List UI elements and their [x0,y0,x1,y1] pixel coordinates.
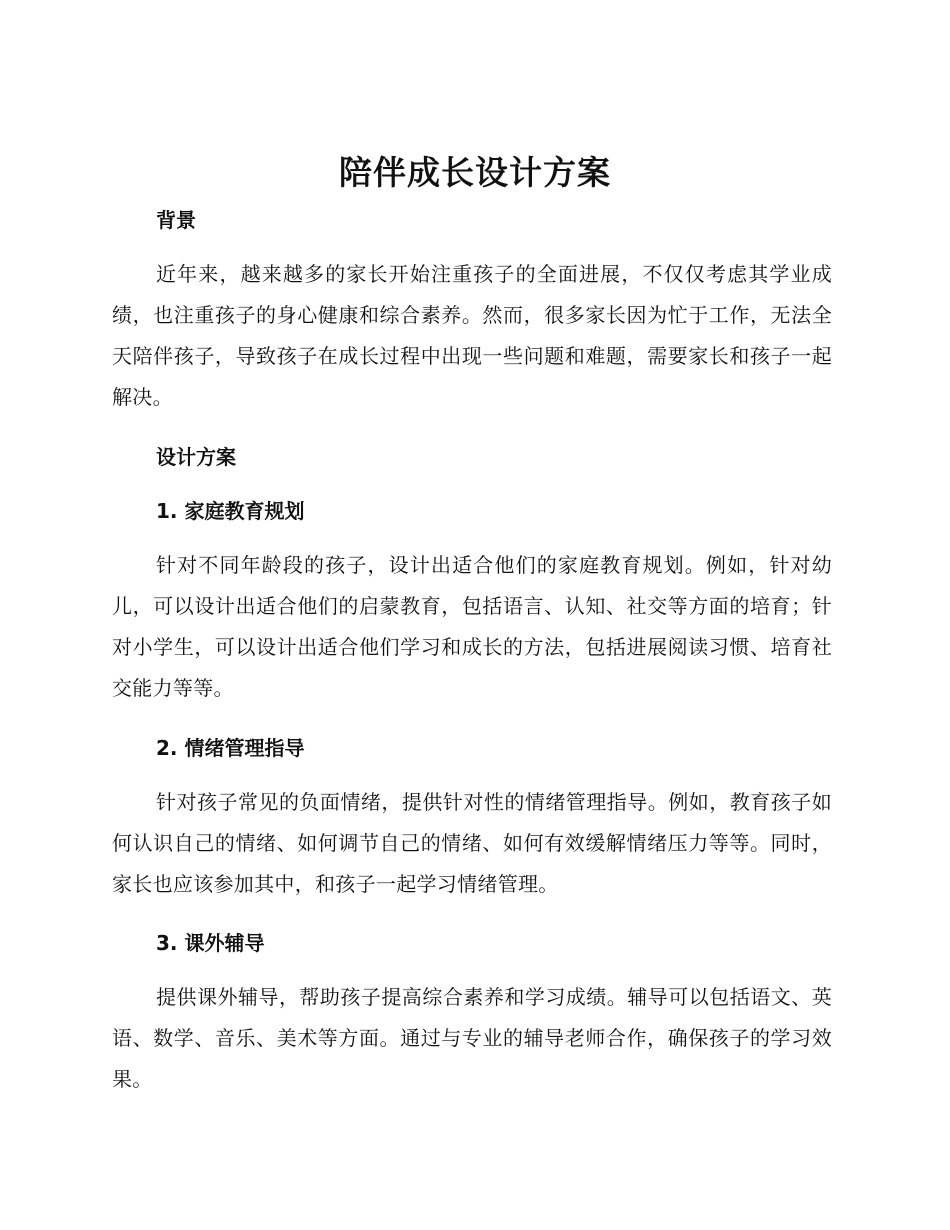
family-education-paragraph: 针对不同年龄段的孩子，设计出适合他们的家庭教育规划。例如，针对幼儿，可以设计出适合他们的启蒙教育，包括语言、认知、社交等方面的培育；针对小学生，可以设计出适合他们学习和成长的方法，包括进展阅读习惯、培育社交能力等等。 [112,553,832,700]
section-heading-background: 背景 [156,208,196,232]
subsection-heading-emotion-management: 2. 情绪管理指导 [156,736,305,760]
subsection-heading-tutoring: 3. 课外辅导 [156,931,265,955]
background-paragraph: 近年来，越来越多的家长开始注重孩子的全面进展，不仅仅考虑其学业成绩，也注重孩子的身心健康和综合素养。然而，很多家长因为忙于工作，无法全天陪伴孩子，导致孩子在成长过程中出现一些问题和难题，需要家长和孩子一起解决。 [112,262,832,409]
subsection-heading-family-education: 1. 家庭教育规划 [156,499,305,523]
document-title: 陪伴成长设计方案 [339,153,611,192]
emotion-management-paragraph: 针对孩子常见的负面情绪，提供针对性的情绪管理指导。例如，教育孩子如何认识自己的情绪、如何调节自己的情绪、如何有效缓解情绪压力等等。同时，家长也应该参加其中，和孩子一起学习情绪管理。 [112,790,832,896]
tutoring-paragraph: 提供课外辅导，帮助孩子提高综合素养和学习成绩。辅导可以包括语文、英语、数学、音乐、美术等方面。通过与专业的辅导老师合作，确保孩子的学习效果。 [112,985,832,1091]
section-heading-design: 设计方案 [156,445,236,469]
